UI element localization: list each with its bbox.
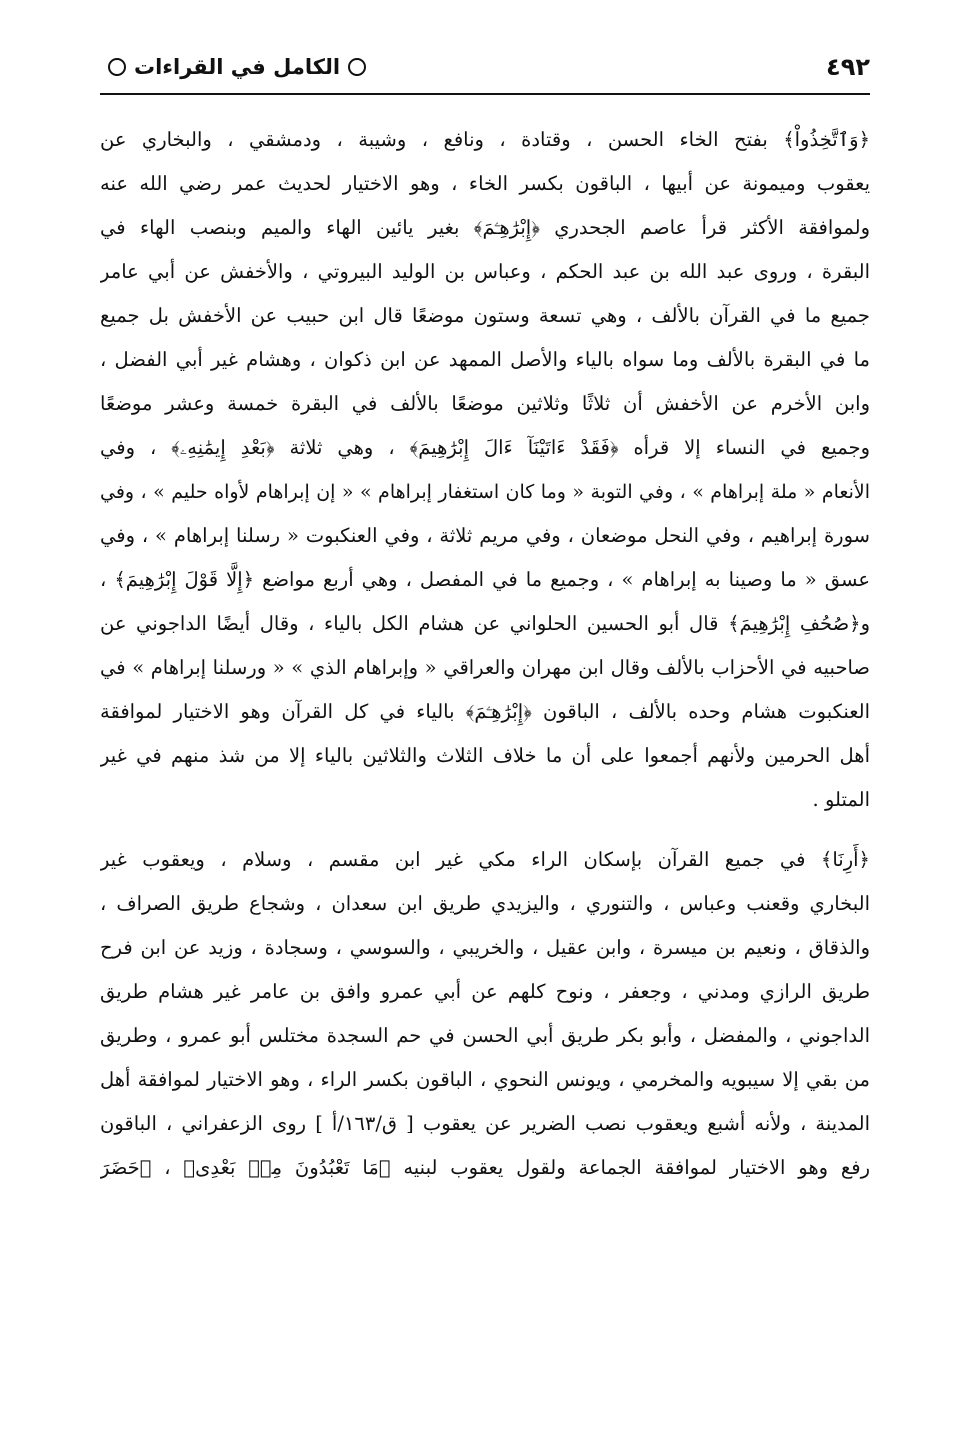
page-number: ٤٩٢: [826, 53, 870, 81]
text-line: جميع ما في القرآن بالألف ، وهي تسعة وستون موضعًا قال ابن حبيب عن الأخفش بل جميع: [100, 304, 870, 327]
ornament-circle-icon: [108, 58, 126, 76]
text-line: ﴿وَٱتَّخِذُواْ﴾ بفتح الخاء الحسن ، وقتادة ، ونافع ، وشيبة ، ودمشقي ، والبخاري عن: [100, 128, 870, 151]
book-title: الكامل في القراءات: [134, 55, 341, 79]
text-line: العنكبوت هشام وحده بالألف ، الباقون ﴿إِبْرَٰهِـۧمَ﴾ بالياء في كل القرآن وهو الاختيار لموافقة: [100, 700, 870, 723]
text-line: صاحبيه في الأحزاب بالألف وقال ابن مهران والعراقي « وإبراهام الذي » « ورسلنا إبراهام » في: [100, 656, 870, 679]
paragraph-ittakhidhu: [100, 118, 870, 822]
text-line: ولموافقة الأكثر قرأ عاصم الجحدري ﴿إِبْرَٰهِـۧمَ﴾ بغير يائين الهاء والميم وبنصب الهاء في: [100, 216, 870, 239]
text-line: سورة إبراهيم ، وفي النحل موضعان ، وفي مريم ثلاثة ، وفي العنكبوت « رسلنا إبراهام » ، وفي: [100, 524, 870, 547]
text-line: يعقوب وميمونة عن أبيها ، الباقون بكسر الخاء ، وهو الاختيار لحديث عمر رضي الله عنه: [100, 172, 870, 195]
text-line: عسق « ما وصينا به إبراهام » ، وجميع ما في المفصل ، وهي أربع مواضع ﴿إِلَّا قَوْلَ إِبْرَٰهِيمَ﴾ ،: [100, 568, 870, 591]
header-rule: [100, 93, 870, 95]
text-line: والذقاق ، ونعيم بن ميسرة ، وابن عقيل ، والخريبي ، والسوسي ، وسجادة ، وزيد عن ابن فرح: [100, 936, 870, 959]
text-line: الداجوني ، والمفضل ، وأبو بكر طريق أبي الحسن في حم السجدة مختلس أبو عمرو ، وطريق: [100, 1024, 870, 1047]
body-text: [100, 118, 870, 1190]
text-line: و﴿صُحُفِ إِبْرَٰهِيمَ﴾ قال أبو الحسين الحلواني عن هشام الكل بالياء ، وقال أيضًا الداجوني عن: [100, 612, 870, 635]
text-line: رفع وهو الاختيار لموافقة الجماعة ولقول يعقوب لبنيه ﴿مَا تَعْبُدُونَ مِنۢ بَعْدِى﴾ ، ﴿حَضَرَ: [100, 1156, 870, 1179]
paragraph-arina: [100, 838, 870, 1190]
book-title-block: [100, 55, 374, 79]
text-line: ﴿أَرِنَا﴾ في جميع القرآن بإسكان الراء مكي غير ابن مقسم ، وسلام ، ويعقوب غير: [100, 848, 870, 871]
ornament-circle-icon: [348, 58, 366, 76]
text-line: أهل الحرمين ولأنهم أجمعوا على أن ما خلاف الثلاث والثلاثين بالياء إلا من شذ منهم في غير: [100, 744, 870, 767]
text-line: وابن الأخرم عن الأخفش أن ثلاثًا وثلاثين موضعًا بالألف في البقرة خمسة وعشر موضعًا: [100, 392, 870, 415]
text-line: من بقي إلا سيبويه والمخرمي ، ويونس النحوي ، الباقون بكسر الراء ، وهو الاختيار لموافقة أهل: [100, 1068, 870, 1091]
paragraph-gap: [100, 822, 870, 838]
text-line: الأنعام « ملة إبراهام » ، وفي التوبة « وما كان استغفار إبراهام » « إن إبراهام لأواه حليم » ، وفي: [100, 481, 870, 503]
text-line: طريق الرازي ومدني ، وجعفر ، ونوح كلهم عن أبي عمرو وافق بن عامر غير هشام طريق: [100, 980, 870, 1003]
text-line: المتلو .: [812, 788, 870, 811]
text-line: البقرة ، وروى عبد الله بن عبد الحكم ، وعباس بن الوليد البيروتي ، والأخفش عن أبي عامر: [100, 260, 870, 283]
text-line: ما في البقرة بالألف وما سواه بالياء والأصل الممهد عن ابن ذكوان ، وهشام غير أبي الفضل ،: [100, 348, 870, 371]
text-line: البخاري وقعنب وعباس ، والتنوري ، واليزيدي طريق ابن سعدان ، وشجاع طريق الصراف ،: [100, 892, 870, 915]
running-header: [100, 44, 870, 90]
text-line: المدينة ، ولأنه أشبع ويعقوب نصب الضرير عن يعقوب [ ق/١٦٣/أ ] روى الزعفراني ، الباقون: [100, 1112, 870, 1135]
text-line: وجميع في النساء إلا قرأه ﴿فَقَدْ ءَاتَيْنَآ ءَالَ إِبْرَٰهِيمَ﴾ ، وهي ثلاثة ﴿بَعْدِ إِيمَٰنِهِۦ﴾ ، وفي: [100, 436, 870, 459]
